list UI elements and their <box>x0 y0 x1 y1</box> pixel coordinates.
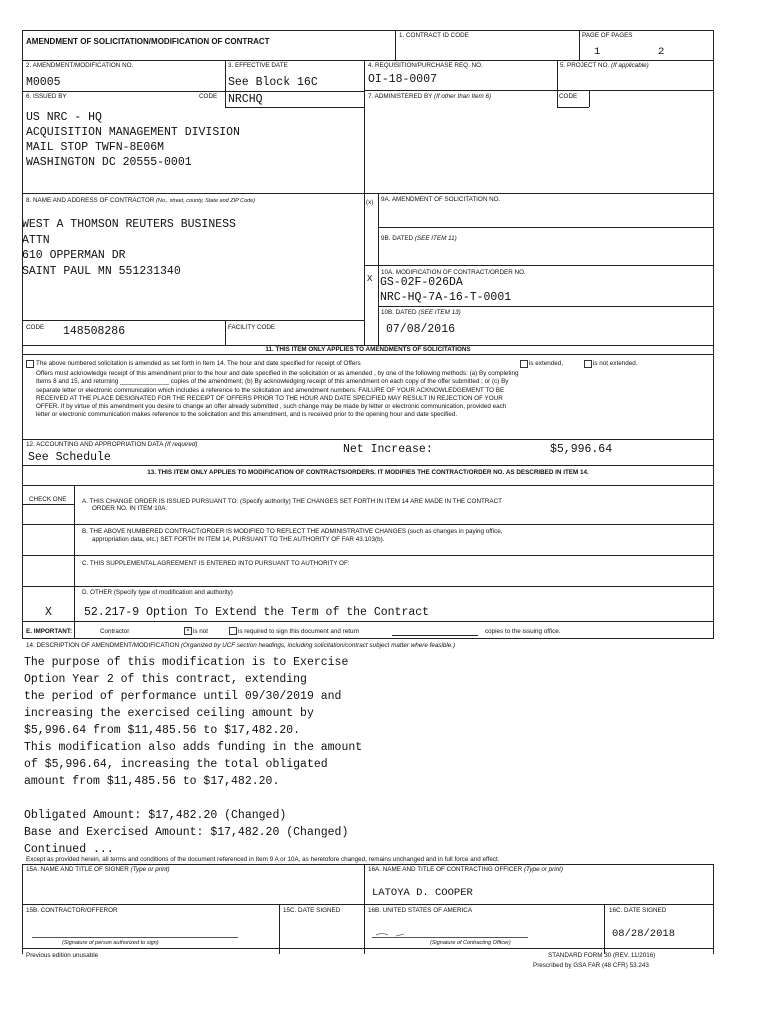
item13b-line2: appropriation data, etc.) SET FORTH IN ITEM 14, PURSUANT TO THE AUTHORITY OF FAR 43.103(b). <box>92 536 385 543</box>
sig-person-caption: (Signature of person authorized to sign) <box>62 940 159 946</box>
label-item7: 7. ADMINISTERED BY <box>368 93 433 100</box>
is-not-checkbox[interactable]: × <box>184 627 192 635</box>
issued-by-line: ACQUISITION MANAGEMENT DIVISION <box>26 126 240 139</box>
previous-edition-note: Previous edition unusable <box>26 952 99 959</box>
item11-heading: 11. THIS ITEM ONLY APPLIES TO AMENDMENTS OF SOLICITATIONS <box>265 346 471 353</box>
label-item9a: 9A. AMENDMENT OF SOLICITATION NO. <box>381 196 501 203</box>
item11-checkbox[interactable] <box>26 360 34 368</box>
rule <box>378 227 714 228</box>
accounting-data: See Schedule <box>28 451 111 464</box>
rule <box>378 193 379 345</box>
standard-form-id: STANDARD FORM 30 (REV. 11/2016) <box>548 952 656 959</box>
contractor-address <box>22 217 236 279</box>
total-pages: 2 <box>658 46 665 58</box>
rule <box>225 107 364 108</box>
rule <box>364 193 714 194</box>
rule <box>22 621 714 622</box>
rule <box>22 320 364 321</box>
rule <box>22 948 714 949</box>
label-item8-note: (No., street, county, State and ZIP Code) <box>156 198 256 204</box>
rule <box>22 485 714 486</box>
contractor-line: WEST A THOMSON REUTERS BUSINESS <box>22 218 236 231</box>
rule <box>579 30 580 60</box>
rule <box>22 439 714 440</box>
sig-officer-caption: (Signature of Contracting Officer) <box>430 940 511 946</box>
label-item3: 3. EFFECTIVE DATE <box>228 62 288 69</box>
rule <box>364 90 714 91</box>
description-line: Base and Exercised Amount: $17,482.20 (Changed) <box>24 826 349 839</box>
label-item10b-note: (SEE ITEM 13) <box>418 309 461 316</box>
item11-line: Items 8 and 15, and returning ______________ copies of the amendment; (b) By acknowledging receipt of this amendment on each copy of the offer submitted ; or (c) By <box>36 378 509 386</box>
rule <box>22 30 23 638</box>
rule <box>378 306 714 307</box>
contractor-line: 610 OPPERMAN DR <box>22 249 126 262</box>
label-facility-code: FACILITY CODE <box>228 324 276 331</box>
is-not-label: is not <box>193 628 209 635</box>
rule <box>22 465 714 466</box>
label-item14-note: (Organized by UCF section headings, including solicitation/contract subject matter where feasible.) <box>180 642 456 649</box>
rule <box>713 30 714 638</box>
description-line: of $5,996.64, increasing the total obligated <box>24 758 328 771</box>
rule <box>22 60 714 61</box>
label-item16c: 16C. DATE SIGNED <box>609 907 667 914</box>
rule <box>22 864 23 954</box>
not-extended-label: is not extended. <box>593 360 638 367</box>
item11-line: Offers must acknowledge receipt of this amendment prior to the hour and date specified in the solicitation or as amended , by one of the following methods: (a) By completing <box>36 370 519 377</box>
description-line: Continued ... <box>24 843 114 856</box>
label-item16b: 16B. UNITED STATES OF AMERICA <box>368 907 473 914</box>
rule <box>74 485 75 638</box>
label-item15c: 15C. DATE SIGNED <box>283 907 341 914</box>
label-item6-code: CODE <box>199 93 218 100</box>
description-line: $5,996.64 from $11,485.56 to $17,482.20. <box>24 724 301 737</box>
date-signed-16c: 08/28/2018 <box>612 928 676 940</box>
sf30-form <box>22 30 714 969</box>
rule <box>22 586 714 587</box>
prescribed-by: Prescribed by GSA FAR (48 CFR) 53.243 <box>533 962 649 969</box>
description-line: Obligated Amount: $17,482.20 (Changed) <box>24 809 287 822</box>
rule <box>225 320 226 345</box>
item13-heading: 13. THIS ITEM ONLY APPLIES TO MODIFICATION OF CONTRACTS/ORDERS. IT MODIFIES THE CONTRACT/ORDER NO. AS DESCRIBED IN ITEM 14. <box>147 469 589 476</box>
rule <box>279 904 280 954</box>
contract-number-secondary: NRC-HQ-7A-16-T-0001 <box>380 291 512 304</box>
important-contractor: Contractor <box>100 628 130 635</box>
label-item5: 5. PROJECT NO. <box>560 62 610 69</box>
rule <box>364 265 714 266</box>
dated-10b: 07/08/2016 <box>386 323 456 336</box>
rule <box>364 864 365 954</box>
label-item6: 6. ISSUED BY <box>26 93 67 100</box>
issued-by-code: NRCHQ <box>228 93 263 106</box>
issued-by-line: MAIL STOP TWFN-8E06M <box>26 141 165 154</box>
rule <box>589 90 590 107</box>
description-line: The purpose of this modification is to Exercise <box>24 656 349 669</box>
rule <box>22 638 714 639</box>
item11-intro: The above numbered solicitation is amended as set forth in Item 14. The hour and date specified for receipt of Offers <box>36 360 361 367</box>
rule <box>22 354 714 355</box>
label-item2: 2. AMENDMENT/MODIFICATION NO. <box>26 62 134 69</box>
issued-by-line: WASHINGTON DC 20555-0001 <box>26 156 192 169</box>
label-item8: 8. NAME AND ADDRESS OF CONTRACTOR <box>26 197 155 204</box>
is-required-label: is required to sign this document and return <box>238 628 360 635</box>
item13d-mark: X <box>45 606 52 619</box>
contractor-line: SAINT PAUL MN 551231340 <box>22 264 181 278</box>
label-item9b-note: (SEE ITEM 11) <box>414 235 457 242</box>
rule <box>22 864 714 865</box>
contractor-signature-line <box>32 937 238 938</box>
except-clause: Except as provided herein, all terms and conditions of the document referenced in Item 9 A or 10A, as heretofore changed, remains unchanged and in full force and effect. <box>26 856 500 863</box>
page-number: 1 <box>594 46 601 58</box>
description-line: amount from $11,485.56 to $17,482.20. <box>24 775 280 788</box>
extended-label: is extended, <box>529 360 563 367</box>
net-increase-value: $5,996.64 <box>550 443 613 456</box>
item13c-line: C. THIS SUPPLEMENTAL AGREEMENT IS ENTERED INTO PURSUANT TO AUTHORITY OF: <box>82 560 350 567</box>
rule <box>557 60 558 90</box>
rule <box>22 91 364 92</box>
contractor-code: 148508286 <box>63 325 126 338</box>
rule <box>364 107 365 345</box>
item13b-line1: B. THE ABOVE NUMBERED CONTRACT/ORDER IS MODIFIED TO REFLECT THE ADMINISTRATIVE CHANGES (such as changes in paying office, <box>82 528 503 535</box>
item11-line: separate letter or electronic communication which includes a reference to the solicitation and amendment numbers. FAILURE OF YOUR ACKNOWLEDGEMENT TO BE <box>36 386 505 394</box>
label-check-one: CHECK ONE <box>29 496 67 503</box>
rule <box>395 30 396 60</box>
label-page-of-pages: PAGE OF PAGES <box>582 32 633 39</box>
label-item15b: 15B. CONTRACTOR/OFFEROR <box>26 907 118 914</box>
label-item15a: 15A. NAME AND TITLE OF SIGNER <box>26 866 129 873</box>
item13a-line1: A. THIS CHANGE ORDER IS ISSUED PURSUANT TO: (Specify authority) THE CHANGES SET FORTH IN ITEM 14 ARE MADE IN THE CONTRACT <box>82 498 502 505</box>
rule <box>22 504 74 505</box>
requisition-number: OI-18-0007 <box>368 73 438 86</box>
contractor-line: ATTN <box>22 233 50 247</box>
not-extended-checkbox[interactable] <box>584 360 592 368</box>
is-required-checkbox[interactable] <box>229 627 237 635</box>
label-item15a-note: (Type or print) <box>130 866 170 873</box>
label-x-column: (x) <box>366 199 374 206</box>
important-label: E. IMPORTANT: <box>26 628 73 635</box>
label-item10b: 10B. DATED <box>381 309 417 316</box>
label-item12: 12. ACCOUNTING AND APPROPRIATION DATA <box>26 441 164 448</box>
item11-line: RECEIVED AT THE PLACE DESIGNATED FOR THE RECEIPT OF OFFERS PRIOR TO THE HOUR AND DATE SPECIFIED MAY RESULT IN REJECTION OF YOUR <box>36 394 503 402</box>
label-item12-note: (If required) <box>164 441 198 448</box>
rule <box>225 91 226 107</box>
contract-number-primary: GS-02F-026DA <box>380 276 463 289</box>
item10a-mark: X <box>367 274 373 284</box>
modification-number: M0005 <box>26 76 61 89</box>
label-contractor-code: CODE <box>26 324 45 331</box>
rule <box>22 193 364 194</box>
extended-checkbox[interactable] <box>520 360 528 368</box>
label-item16a: 16A. NAME AND TITLE OF CONTRACTING OFFICER <box>368 866 523 873</box>
rule <box>22 524 714 525</box>
rule <box>713 864 714 954</box>
effective-date: See Block 16C <box>228 76 318 89</box>
label-item7-note: (If other than Item 6) <box>434 93 492 100</box>
item13a-line2: ORDER NO. IN ITEM 10A. <box>92 505 168 512</box>
rule <box>364 60 365 107</box>
description-line: the period of performance until 09/30/2019 and <box>24 690 342 703</box>
issued-by-address <box>26 110 240 170</box>
description-line: Option Year 2 of this contract, extending <box>24 673 307 686</box>
item11-line: letter or electronic communication makes reference to the solicitation and this amendment, and is received prior to the opening hour and date specified. <box>36 411 458 419</box>
label-item16a-note: (Type or print) <box>523 866 564 873</box>
label-item4: 4. REQUISITION/PURCHASE REQ. NO. <box>368 62 483 69</box>
item13d-line: D. OTHER (Specify type of modification and authority) <box>82 589 233 596</box>
label-item5-note: (If applicable) <box>610 62 649 69</box>
issued-by-line: US NRC - HQ <box>26 111 102 124</box>
rule <box>557 90 558 107</box>
label-item10a: 10A. MODIFICATION OF CONTRACT/ORDER NO. <box>381 269 526 276</box>
rule <box>557 107 589 108</box>
copies-blank <box>392 635 478 636</box>
item13d-text: 52.217-9 Option To Extend the Term of the Contract <box>84 606 430 619</box>
rule <box>22 904 714 905</box>
label-item14: 14. DESCRIPTION OF AMENDMENT/MODIFICATION <box>26 642 180 649</box>
copies-label: copies to the issuing office. <box>485 628 561 635</box>
description-block <box>24 654 362 858</box>
contracting-officer-name: LATOYA D. COOPER <box>372 887 473 899</box>
rule <box>604 904 605 954</box>
description-line: This modification also adds funding in the amount <box>24 741 363 754</box>
description-line: increasing the exercised ceiling amount by <box>24 707 314 720</box>
label-contract-id: 1. CONTRACT ID CODE <box>399 32 469 39</box>
officer-signature-line <box>372 937 528 938</box>
net-increase-label: Net Increase: <box>343 443 433 456</box>
label-item9b: 9B. DATED <box>381 235 414 242</box>
rule <box>22 555 714 556</box>
item11-line: OFFER. If by virtue of this amendment you desire to change an offer already submitted , such change may be made by letter or electronic communication, provided each <box>36 403 507 411</box>
description-line <box>24 790 362 807</box>
rule <box>22 30 714 31</box>
label-item7-code: CODE <box>559 93 578 100</box>
item11-instructions <box>36 370 519 420</box>
form-title: AMENDMENT OF SOLICITATION/MODIFICATION OF CONTRACT <box>26 37 270 46</box>
